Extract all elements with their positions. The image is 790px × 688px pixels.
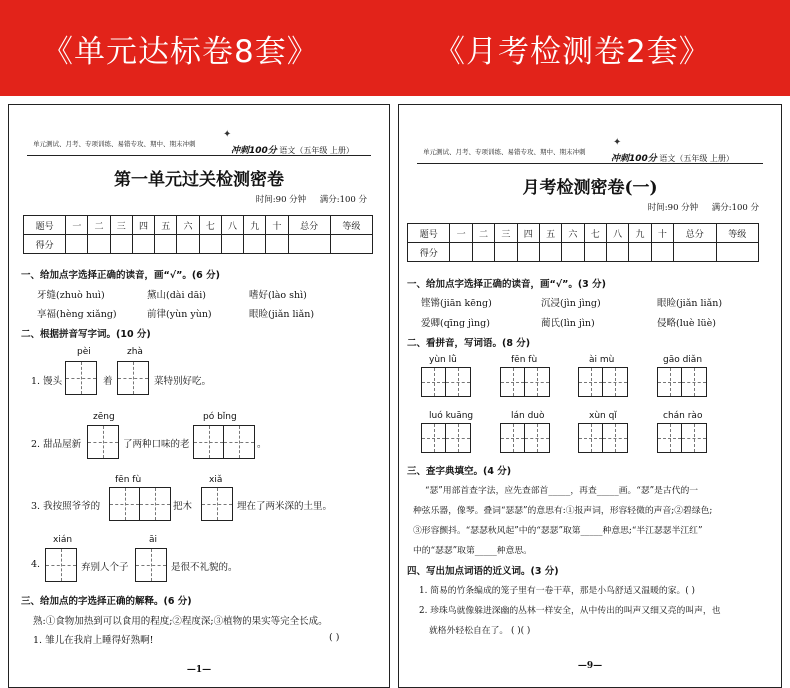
reading-item: 沉浸(jìn jìng) <box>541 298 601 309</box>
score-header-cell: 二 <box>472 224 494 243</box>
pinyin-label: ài mù <box>589 355 615 365</box>
score-header-cell: 五 <box>155 216 177 235</box>
header-rule <box>417 163 763 164</box>
score-input-cell[interactable] <box>288 235 330 254</box>
time-label: 时间:90 分钟 <box>647 203 699 213</box>
time-label: 时间:90 分钟 <box>255 195 307 205</box>
subject-label: 语文（五年级 上册） <box>279 146 354 155</box>
score-header-cell: 三 <box>110 216 132 235</box>
score-input-cell[interactable] <box>584 243 606 262</box>
score-input-cell[interactable] <box>562 243 584 262</box>
score-header-cell: 总分 <box>674 224 716 243</box>
score-input-cell[interactable] <box>244 235 266 254</box>
full-score-label: 满分:100 分 <box>319 195 367 205</box>
question-text: 1. 简易的竹条编成的笼子里有一卷干草，那是小鸟舒适又温暖的家。( ) <box>419 586 695 596</box>
writing-grid[interactable] <box>45 548 77 582</box>
reading-item: 前律(yùn yùn) <box>147 309 212 320</box>
score-header-cell: 四 <box>517 224 539 243</box>
exam-page-left: 单元测试、月考、专项训练、易错专攻、期中、期末冲刺 ✦ 冲刺100分 语文（五年级 上册） 第一单元过关检测密卷 时间:90 分钟 满分:100 分 题号 一 二 三 四 五 六 七 八 九 十 总分 等级 得分 一、给加点字选择正确的读音，画“√”。(6 分) 牙缝(zhuò huì) 黛山(dài dāi) 嗜好(lào shì) 享福(hèng xiǎng) 前律(yùn yùn) 眼睑(jiǎn liǎn) 二、根据拼音写字词。(10 分) pèi zhà 1. 馒头 着 菜特别好吃。 zēng pó bǐng 2. 甜品屋新 了两种口味的老 。 fēn fù xiǎ 3. 我按照爷爷的 把木 埋在了两米深的土里。 xián āi 4. 弃别人个子 是很不礼貌的。 三、给加点的字选择正确的解释。(6 分) 熟:①食物加热到可以食用的程度;②程度深;③植物的果实等完全长成。 1. 雏儿在我肩上睡得好熟啊! ( ) —1— <box>8 104 390 688</box>
pinyin-label: chán rào <box>663 411 703 421</box>
reading-item: 眼睑(jiǎn liǎn) <box>657 298 723 309</box>
score-input-cell[interactable] <box>88 235 110 254</box>
paragraph-line: 中的“瑟瑟”取第_____种意思。 <box>413 546 532 556</box>
pinyin-label: zēng <box>93 412 115 422</box>
banner-left-title: 《单元达标卷8套》 <box>42 34 319 70</box>
reading-item: 侵略(luè lüè) <box>657 318 716 329</box>
paragraph-line: ③形容颤抖。“瑟瑟秋风起”中的“瑟瑟”取第_____种意思;“半江瑟瑟半江红” <box>413 526 703 536</box>
score-input-cell[interactable] <box>177 235 199 254</box>
writing-grid[interactable] <box>578 423 628 453</box>
score-input-cell[interactable] <box>629 243 651 262</box>
paragraph-line: 种弦乐器，像琴。叠词“瑟瑟”的意思有:①报声词，形容轻微的声音;②碧绿色; <box>413 506 713 516</box>
writing-grid[interactable] <box>135 548 167 582</box>
score-input-cell[interactable] <box>450 243 472 262</box>
pinyin-label: fēn fù <box>115 475 142 485</box>
score-header-cell: 六 <box>177 216 199 235</box>
score-input-cell[interactable] <box>539 243 561 262</box>
question-text: 就格外轻松自在了。 ( )( ) <box>429 626 531 636</box>
score-input-cell[interactable] <box>472 243 494 262</box>
score-header-cell: 六 <box>562 224 584 243</box>
score-header-cell: 十 <box>651 224 673 243</box>
writing-grid[interactable] <box>87 425 119 459</box>
writing-grid[interactable] <box>421 367 471 397</box>
question-text: 2. 珍珠鸟就像躲进深幽的丛林一样安全，从中传出的叫声又细又亮的叫声，也 <box>419 606 721 616</box>
pinyin-label: luó kuāng <box>429 411 474 421</box>
header-rule <box>27 155 371 156</box>
score-input-cell[interactable] <box>221 235 243 254</box>
page-number: —1— <box>186 665 212 675</box>
full-score-label: 满分:100 分 <box>711 203 759 213</box>
pinyin-label: āi <box>149 535 158 545</box>
score-header-cell: 七 <box>584 224 606 243</box>
exam-page-right <box>398 104 782 688</box>
score-row-label: 得分 <box>408 243 450 262</box>
writing-grid[interactable] <box>657 423 707 453</box>
question-text: 着 <box>103 376 113 387</box>
score-table <box>23 215 373 254</box>
score-header-cell: 题号 <box>24 216 66 235</box>
score-header-cell: 等级 <box>330 216 372 235</box>
score-input-cell[interactable] <box>606 243 628 262</box>
reading-item: 蔺氏(lìn jìn) <box>541 318 595 329</box>
score-header-cell: 一 <box>450 224 472 243</box>
score-input-cell[interactable] <box>517 243 539 262</box>
pinyin-label: fēn fù <box>511 355 538 365</box>
section-3-title: 三、给加点的字选择正确的解释。(6 分) <box>21 596 192 607</box>
exam-meta <box>648 201 759 213</box>
question-text: 是很不礼貌的。 <box>171 562 238 573</box>
pinyin-label: xián <box>53 535 73 545</box>
subject-label: 语文（五年级 上册） <box>659 154 734 163</box>
score-header-cell: 二 <box>88 216 110 235</box>
star-icon: ✦ <box>613 137 622 148</box>
score-input-cell[interactable] <box>132 235 154 254</box>
page-title: 月考检测密卷(一) <box>522 178 658 198</box>
question-text: 4. <box>31 559 41 570</box>
pinyin-label: pèi <box>77 347 91 357</box>
score-input-cell[interactable] <box>674 243 716 262</box>
page-number: —9— <box>577 661 603 671</box>
writing-grid[interactable] <box>65 361 97 395</box>
brand-name: 冲刺100分 <box>231 146 277 156</box>
score-input-cell[interactable] <box>716 243 759 262</box>
score-header-cell: 三 <box>495 224 517 243</box>
score-header-cell: 一 <box>66 216 88 235</box>
score-input-cell[interactable] <box>266 235 288 254</box>
score-header-cell: 四 <box>132 216 154 235</box>
score-header-cell: 九 <box>244 216 266 235</box>
score-input-cell[interactable] <box>495 243 517 262</box>
reading-item: 爱卿(qīng jìng) <box>421 318 490 329</box>
pinyin-label: pó bǐng <box>203 412 237 422</box>
section-1-title: 一、给加点字选择正确的读音，画“√”。(3 分) <box>407 279 606 290</box>
score-input-cell[interactable] <box>330 235 372 254</box>
section-2-title: 二、看拼音，写词语。(8 分) <box>407 338 531 349</box>
pinyin-label: zhà <box>127 347 143 357</box>
question-text: 把木 <box>173 501 193 512</box>
writing-grid[interactable] <box>421 423 471 453</box>
question-text: 1. 馒头 <box>31 376 63 387</box>
writing-grid[interactable] <box>500 423 550 453</box>
score-header-cell: 题号 <box>408 224 450 243</box>
brand-name: 冲刺100分 <box>611 154 657 164</box>
score-header-cell: 等级 <box>716 224 759 243</box>
page-title: 第一单元过关检测密卷 <box>114 170 284 190</box>
score-header-cell: 八 <box>221 216 243 235</box>
section-2-title: 二、根据拼音写字词。(10 分) <box>21 329 151 340</box>
pinyin-label: gāo diǎn <box>663 355 703 365</box>
score-header-cell: 十 <box>266 216 288 235</box>
writing-grid[interactable] <box>117 361 149 395</box>
series-topline: 单元测试、月考、专项训练、易错专攻、期中、期末冲刺 <box>423 148 586 156</box>
answer-paren[interactable]: ( ) <box>329 632 340 643</box>
writing-grid[interactable] <box>193 425 255 459</box>
section-4-title: 四、写出加点词语的近义词。(3 分) <box>407 566 559 577</box>
question-text: 3. 我按照爷爷的 <box>31 501 101 512</box>
writing-grid[interactable] <box>500 367 550 397</box>
star-icon: ✦ <box>223 129 232 140</box>
score-header-cell: 九 <box>629 224 651 243</box>
reading-item: 享福(hèng xiǎng) <box>37 309 117 320</box>
score-table <box>407 223 759 262</box>
reading-item: 牙缝(zhuò huì) <box>37 290 105 301</box>
section-1-title: 一、给加点字选择正确的读音，画“√”。(6 分) <box>21 270 220 281</box>
banner-right-title: 《月考检测卷2套》 <box>434 34 711 70</box>
section-3-title: 三、查字典填空。(4 分) <box>407 466 512 477</box>
reading-item: 黛山(dài dāi) <box>147 290 206 301</box>
score-header-cell: 五 <box>539 224 561 243</box>
writing-grid[interactable] <box>578 367 628 397</box>
writing-grid[interactable] <box>657 367 707 397</box>
exam-meta <box>256 193 367 205</box>
question-text: 2. 甜品屋新 <box>31 439 82 450</box>
question-text: 了两种口味的老 <box>123 439 190 450</box>
score-row-label: 得分 <box>24 235 66 254</box>
score-input-cell[interactable] <box>66 235 88 254</box>
score-input-cell[interactable] <box>651 243 673 262</box>
definition-line: 熟:①食物加热到可以食用的程度;②程度深;③植物的果实等完全长成。 <box>33 616 328 627</box>
score-header-cell: 总分 <box>288 216 330 235</box>
pinyin-label: xiǎ <box>209 475 223 485</box>
question-text: 菜特别好吃。 <box>154 376 212 387</box>
pinyin-label: lán duò <box>511 411 545 421</box>
score-header-cell: 七 <box>199 216 221 235</box>
reading-item: 铿锵(jiān kēng) <box>421 298 492 309</box>
question-text: 1. 雏儿在我肩上睡得好熟啊! <box>33 635 154 646</box>
pinyin-label: yùn lǜ <box>429 355 457 365</box>
score-input-cell[interactable] <box>199 235 221 254</box>
writing-grid[interactable] <box>109 487 171 521</box>
score-input-cell[interactable] <box>110 235 132 254</box>
score-input-cell[interactable] <box>155 235 177 254</box>
paragraph-line: “瑟”用部首查字法，应先查部首_____，再查_____画。“瑟”是古代的一 <box>425 486 699 496</box>
pinyin-label: xùn qǐ <box>589 411 617 421</box>
score-header-cell: 八 <box>606 224 628 243</box>
question-text: 弃别人个子 <box>81 562 129 573</box>
question-text: 埋在了两米深的土里。 <box>237 501 333 512</box>
promo-banner <box>0 0 790 96</box>
writing-grid[interactable] <box>201 487 233 521</box>
reading-item: 嗜好(lào shì) <box>249 290 307 301</box>
reading-item: 眼睑(jiǎn liǎn) <box>249 309 315 320</box>
series-topline: 单元测试、月考、专项训练、易错专攻、期中、期末冲刺 <box>33 140 196 148</box>
